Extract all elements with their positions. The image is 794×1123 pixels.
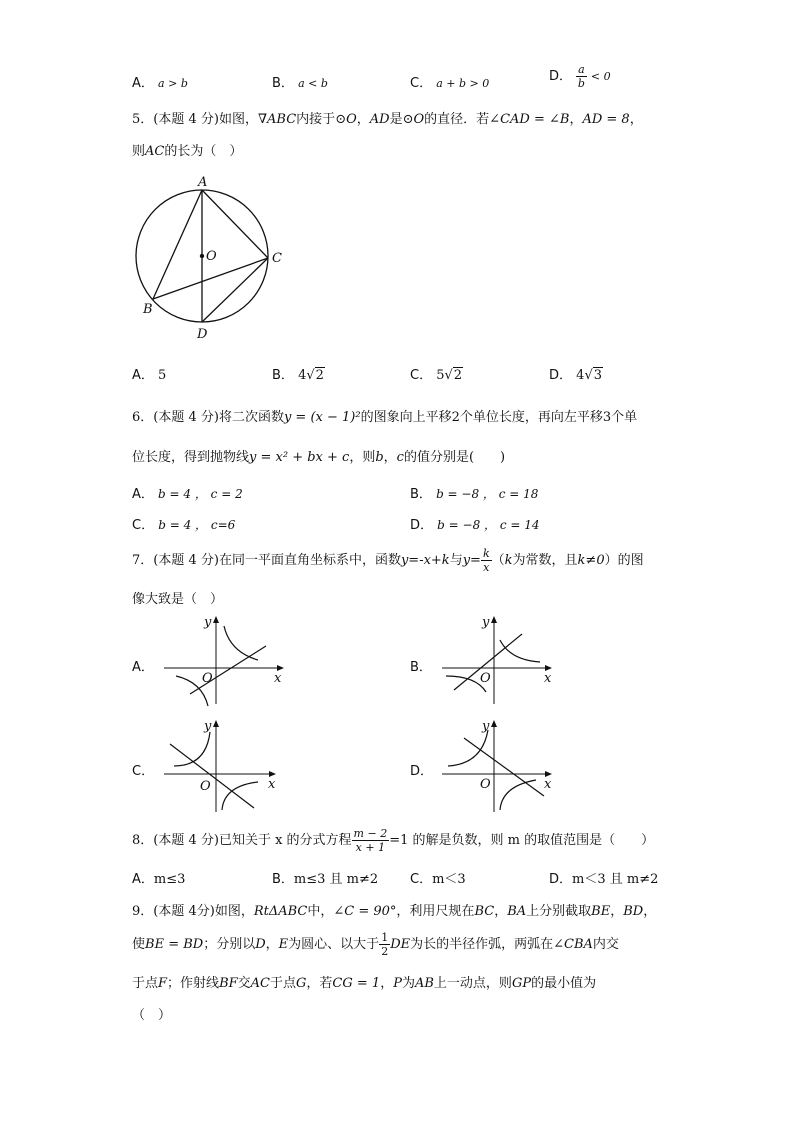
math: ⊙O: [335, 112, 357, 127]
origin-label: O: [202, 671, 213, 686]
text: 使: [132, 937, 146, 952]
math: ⊙O: [402, 112, 425, 127]
option-label: D．: [410, 518, 434, 533]
y-arrow: [491, 616, 497, 623]
label-c: C: [272, 251, 282, 266]
option-label: C．: [132, 518, 155, 533]
q7-option-d-graph[interactable]: [436, 716, 560, 814]
text: 的直径．若: [424, 112, 490, 127]
q4-option-c[interactable]: [410, 72, 489, 91]
math: y=-x+k: [400, 553, 450, 568]
origin-label: O: [200, 779, 211, 794]
radicand: 2: [453, 368, 463, 383]
option-text: b = 4 ， c=6: [158, 518, 236, 532]
y-arrow: [213, 616, 219, 623]
option-text: a > b: [158, 77, 188, 90]
hyperbola-q1: [500, 640, 540, 662]
text: ）的图: [604, 553, 644, 568]
text: 8．(本题 4 分)已知关于 x 的分式方程: [132, 833, 352, 848]
option-label: D．: [549, 872, 573, 887]
math: BE: [591, 904, 611, 919]
text: ，: [643, 904, 657, 919]
y-label: y: [204, 719, 212, 734]
text: 则: [132, 144, 146, 159]
line-graph: [190, 646, 266, 694]
q9-stem-line3: [132, 972, 596, 991]
x-label: x: [544, 671, 552, 686]
option-label: A．: [132, 368, 154, 383]
text: ，若: [306, 976, 333, 991]
math: RtΔABC: [253, 904, 308, 919]
q6-option-d[interactable]: [410, 514, 540, 533]
y-label: y: [482, 719, 490, 734]
text: 为常数，且: [512, 553, 578, 568]
math: y=: [462, 553, 481, 568]
text: ，: [610, 904, 624, 919]
text: 上分别截取: [526, 904, 592, 919]
fraction-denominator: x + 1: [355, 841, 386, 854]
q6-stem-line1: [132, 406, 637, 425]
math: GP: [511, 976, 532, 991]
q7-option-b-label[interactable]: B．: [410, 660, 432, 675]
label-o: O: [206, 249, 217, 264]
q5-option-d[interactable]: [549, 364, 603, 383]
q8-stem: [132, 828, 654, 853]
option-label: D．: [549, 69, 573, 84]
text: 中，: [307, 904, 334, 919]
option-label: B．: [272, 368, 294, 383]
math: k: [504, 553, 513, 568]
option-text: m≤3: [153, 872, 186, 887]
sqrt: √3: [584, 368, 603, 383]
text: 6．(本题 4 分)将二次函数: [132, 410, 284, 425]
text: ，: [383, 450, 397, 465]
q6-option-b[interactable]: [410, 483, 538, 502]
fraction-denominator: b: [577, 77, 585, 90]
math: ∠C = 90°: [333, 904, 397, 919]
q9-stem-line1: [132, 900, 656, 919]
option-label: A．: [132, 487, 154, 502]
fraction-numerator: m − 2: [353, 827, 388, 840]
option-label: B．: [272, 872, 294, 887]
sqrt: √2: [306, 368, 324, 383]
q5-option-a[interactable]: [132, 364, 166, 383]
fraction-denominator: x: [483, 561, 490, 574]
text: =1 的解是负数，则 m 的取值范围是（ ）: [389, 833, 655, 848]
text: （ ）: [132, 1008, 172, 1023]
option-text: b = −8 ， c = 18: [436, 487, 539, 501]
y-label: y: [482, 615, 490, 630]
option-text: b = −8 ， c = 14: [437, 518, 540, 532]
q7-option-c-label[interactable]: C．: [132, 764, 155, 779]
q6-option-a[interactable]: [132, 483, 243, 502]
text: 7．(本题 4 分)在同一平面直角坐标系中，函数: [132, 553, 401, 568]
hyperbola-q2: [448, 730, 488, 766]
option-coef: 5: [436, 368, 445, 383]
text: 与: [449, 553, 463, 568]
q9-stem-line2: [132, 932, 619, 957]
math: F: [158, 976, 168, 991]
math: AD = 8: [582, 112, 630, 127]
text: 像大致是（ ）: [132, 592, 224, 607]
q8-option-d[interactable]: [549, 868, 658, 887]
q4-option-b[interactable]: [272, 72, 328, 91]
option-label: C．: [410, 76, 433, 91]
math: AC: [250, 976, 270, 991]
radicand: 3: [593, 368, 603, 383]
hyperbola-q4: [500, 780, 536, 810]
math: BC: [474, 904, 495, 919]
option-text: a < b: [298, 77, 328, 90]
hyperbola-q4: [222, 782, 258, 810]
sqrt: √2: [444, 368, 463, 383]
line-graph: [464, 738, 544, 796]
fraction: [481, 548, 492, 573]
math: E: [278, 937, 289, 952]
option-label: D．: [549, 368, 573, 383]
option-label: C．: [410, 368, 433, 383]
text: 为长的半径作弧，两弧在: [410, 937, 554, 952]
option-label: C．: [410, 872, 433, 887]
text: （: [491, 553, 505, 568]
q7-option-a-label[interactable]: A．: [132, 660, 154, 675]
text: ，则: [349, 450, 376, 465]
option-text: m≤3 且 m≠2: [293, 872, 379, 887]
x-label: x: [268, 777, 276, 792]
text: 内交: [592, 937, 619, 952]
option-label: B．: [410, 487, 432, 502]
text: 个单位长度，再向左平移: [459, 410, 603, 425]
math: b: [375, 450, 384, 465]
math: BD: [623, 904, 644, 919]
y-arrow: [213, 720, 219, 727]
text: ，利用尺规在: [396, 904, 475, 919]
label-d: D: [197, 327, 208, 342]
x-label: x: [274, 671, 282, 686]
q5-option-b[interactable]: [272, 364, 325, 383]
segment-ac: [202, 190, 268, 258]
option-label: A．: [132, 76, 154, 91]
segment-bc: [153, 258, 268, 299]
fraction-numerator: 1: [381, 931, 389, 944]
text: 的图象向上平移: [360, 410, 452, 425]
text: ；分别以: [203, 937, 256, 952]
number: 3: [602, 410, 612, 425]
text: 交: [237, 976, 251, 991]
option-coef: 4: [576, 368, 585, 383]
math: G: [296, 976, 307, 991]
q7-option-d-label[interactable]: D．: [410, 764, 434, 779]
q5-circle-figure: [130, 172, 290, 344]
text: 内接于: [296, 112, 336, 127]
math: P: [393, 976, 402, 991]
math: D: [255, 937, 266, 952]
text: 为: [401, 976, 415, 991]
text: 是: [389, 112, 403, 127]
q4-option-d[interactable]: [549, 64, 611, 89]
text: 的长为（ ）: [164, 144, 243, 159]
text: ，: [380, 976, 394, 991]
q5-stem-line2: [132, 140, 242, 159]
math: y = x² + bx + c: [249, 450, 350, 465]
fraction: [352, 828, 390, 853]
number: 2: [451, 410, 460, 425]
option-text: < 0: [590, 70, 611, 83]
text: ，: [494, 904, 508, 919]
text: 的最小值为: [531, 976, 597, 991]
text: 于点: [270, 976, 297, 991]
text: ；作射线: [167, 976, 220, 991]
q6-option-c[interactable]: [132, 514, 235, 533]
text: 位长度，得到抛物线: [132, 450, 250, 465]
radicand: 2: [315, 368, 324, 383]
q7-option-c-graph[interactable]: [158, 716, 284, 814]
text: 个单: [611, 410, 638, 425]
label-b: B: [143, 302, 153, 317]
fraction-numerator: a: [578, 63, 585, 76]
origin-label: O: [480, 777, 491, 792]
option-text: a + b > 0: [436, 77, 490, 90]
origin-label: O: [480, 671, 491, 686]
q4-option-a[interactable]: [132, 72, 188, 91]
y-label: y: [204, 615, 212, 630]
x-label: x: [544, 777, 552, 792]
math: AD: [369, 112, 390, 127]
y-arrow: [491, 720, 497, 727]
fraction-denominator: 2: [381, 945, 389, 958]
option-text: m＜3: [432, 872, 466, 887]
option-label: B．: [272, 76, 294, 91]
math: c: [396, 450, 404, 465]
q9-stem-line4: [132, 1004, 171, 1023]
q7-option-b-graph[interactable]: [436, 612, 558, 708]
option-label: A．: [132, 872, 154, 887]
text: 于点: [132, 976, 159, 991]
text: ，: [569, 112, 583, 127]
q8-option-a[interactable]: [132, 868, 185, 887]
text: 上一动点，则: [433, 976, 512, 991]
text: ，: [356, 112, 370, 127]
option-text: b = 4 ， c = 2: [158, 487, 243, 501]
math: CG = 1: [332, 976, 381, 991]
option-text: m＜3 且 m≠2: [572, 872, 659, 887]
q7-stem-line1: [132, 548, 644, 573]
math: y = (x − 1)²: [283, 410, 361, 425]
math: BE = BD: [145, 937, 204, 952]
fraction: [576, 64, 587, 89]
option-text: 5: [158, 368, 167, 383]
text: ，: [629, 112, 643, 127]
fraction: [379, 932, 390, 957]
math: DE: [390, 937, 411, 952]
q8-option-b[interactable]: [272, 868, 378, 887]
text: ，: [265, 937, 279, 952]
math: BA: [507, 904, 527, 919]
q6-stem-line2: [132, 446, 505, 465]
center-point: [200, 254, 204, 258]
math: ∇ABC: [257, 112, 297, 127]
label-a: A: [198, 175, 208, 190]
line-graph: [170, 744, 254, 808]
math: AC: [145, 144, 165, 159]
math: ∠CBA: [553, 937, 593, 952]
option-coef: 4: [298, 368, 307, 383]
math: BF: [219, 976, 238, 991]
fraction-numerator: k: [482, 547, 490, 560]
math: AB: [414, 976, 434, 991]
text: 为圆心、以大于: [288, 937, 380, 952]
math: k≠0: [577, 553, 605, 568]
q8-option-c[interactable]: [410, 868, 466, 887]
text: 的值分别是( ): [403, 450, 506, 465]
q7-option-a-graph[interactable]: [158, 612, 290, 708]
q5-option-c[interactable]: [410, 364, 463, 383]
math: ∠CAD = ∠B: [489, 112, 570, 127]
q7-stem-line2: [132, 588, 223, 607]
text: 5．(本题 4 分)如图，: [132, 112, 258, 127]
q5-stem-line1: [132, 108, 643, 127]
segment-ab: [153, 190, 202, 299]
text: 9．(本题 4分)如图，: [132, 904, 254, 919]
